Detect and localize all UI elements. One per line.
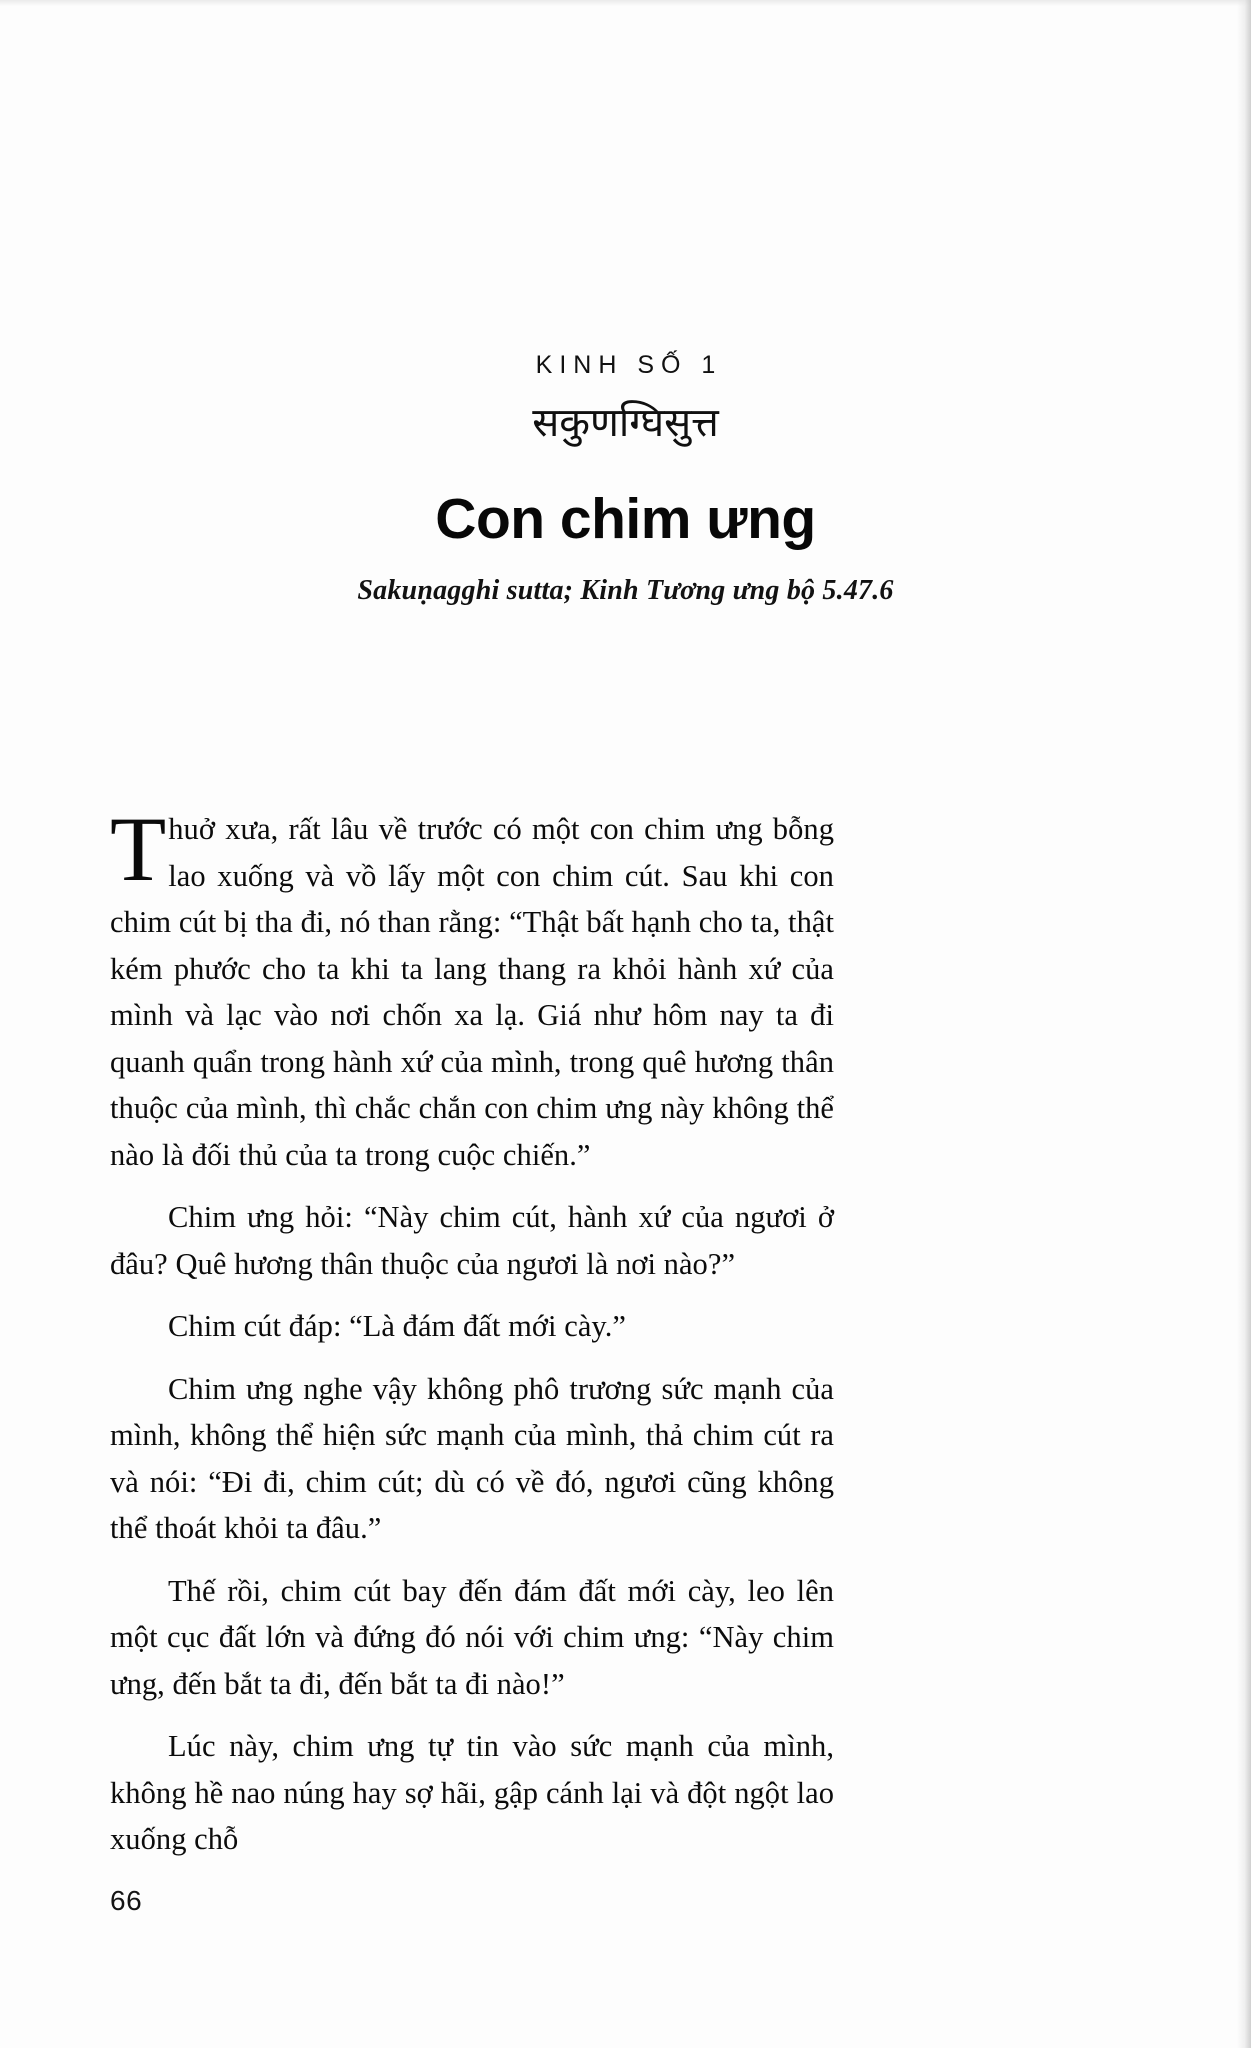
paragraph-3: [110, 1303, 834, 1350]
paragraph-4: [110, 1366, 834, 1552]
pali-devanagari-title: सकुणग्घिसुत्त: [532, 399, 719, 446]
drop-cap-letter: T: [110, 798, 167, 900]
paragraph-5-text: Thế rồi, chim cút bay đến đám đất mới cày, leo lên một cục đất lớn và đứng đó nói với chim ưng: “Này chim ưng, đến bắt ta đi, đến bắt ta đi nào!”: [110, 1573, 834, 1701]
scan-edge-right: [1237, 0, 1251, 2048]
paragraph-2: [110, 1194, 834, 1287]
body-text-column: [110, 798, 834, 1863]
paragraph-6-text: Lúc này, chim ưng tự tin vào sức mạnh của mình, không hề nao núng hay sợ hãi, gập cánh lại và đột ngột lao xuống chỗ: [110, 1729, 834, 1856]
paragraph-2-text: Chim ưng hỏi: “Này chim cút, hành xứ của ngươi ở đâu? Quê hương thân thuộc của ngươi là nơi nào?”: [110, 1200, 834, 1281]
paragraph-4-text: Chim ưng nghe vậy không phô trương sức mạnh của mình, không thể hiện sức mạnh của mình, thả chim cút ra và nói: “Đi đi, chim cút; dù có về đó, ngươi cũng không thể thoát khỏi ta đâu.”: [110, 1371, 834, 1545]
paragraph-3-text: Chim cút đáp: “Là đám đất mới cày.”: [168, 1309, 626, 1343]
paragraph-5: [110, 1568, 834, 1708]
paragraph-1-text: huở xưa, rất lâu về trước có một con chim ưng bỗng lao xuống và vồ lấy một con chim cút. Sau khi con chim cút bị tha đi, nó than rằng: “Thật bất hạnh cho ta, thật kém phước cho ta khi ta lang thang ra khỏi hành xứ của mình và lạc vào nơi chốn xa lạ. Giá như hôm nay ta đi quanh quẩn trong hành xứ của mình, trong quê hương thân thuộc của mình, thì chắc chắn con chim ưng này không thể nào là đối thủ của ta trong cuộc chiến.”: [110, 812, 834, 1172]
paragraph-6: [110, 1723, 834, 1863]
paragraph-1: [110, 798, 834, 1178]
page-title: Con chim ưng: [435, 486, 816, 551]
scan-edge-top: [0, 0, 1251, 6]
page-number: 66: [110, 1885, 143, 1916]
source-reference: Sakuṇagghi sutta; Kinh Tương ưng bộ 5.47.6: [357, 575, 894, 607]
chapter-header: [0, 352, 1251, 607]
chapter-kicker: KINH SỐ 1: [535, 351, 723, 379]
